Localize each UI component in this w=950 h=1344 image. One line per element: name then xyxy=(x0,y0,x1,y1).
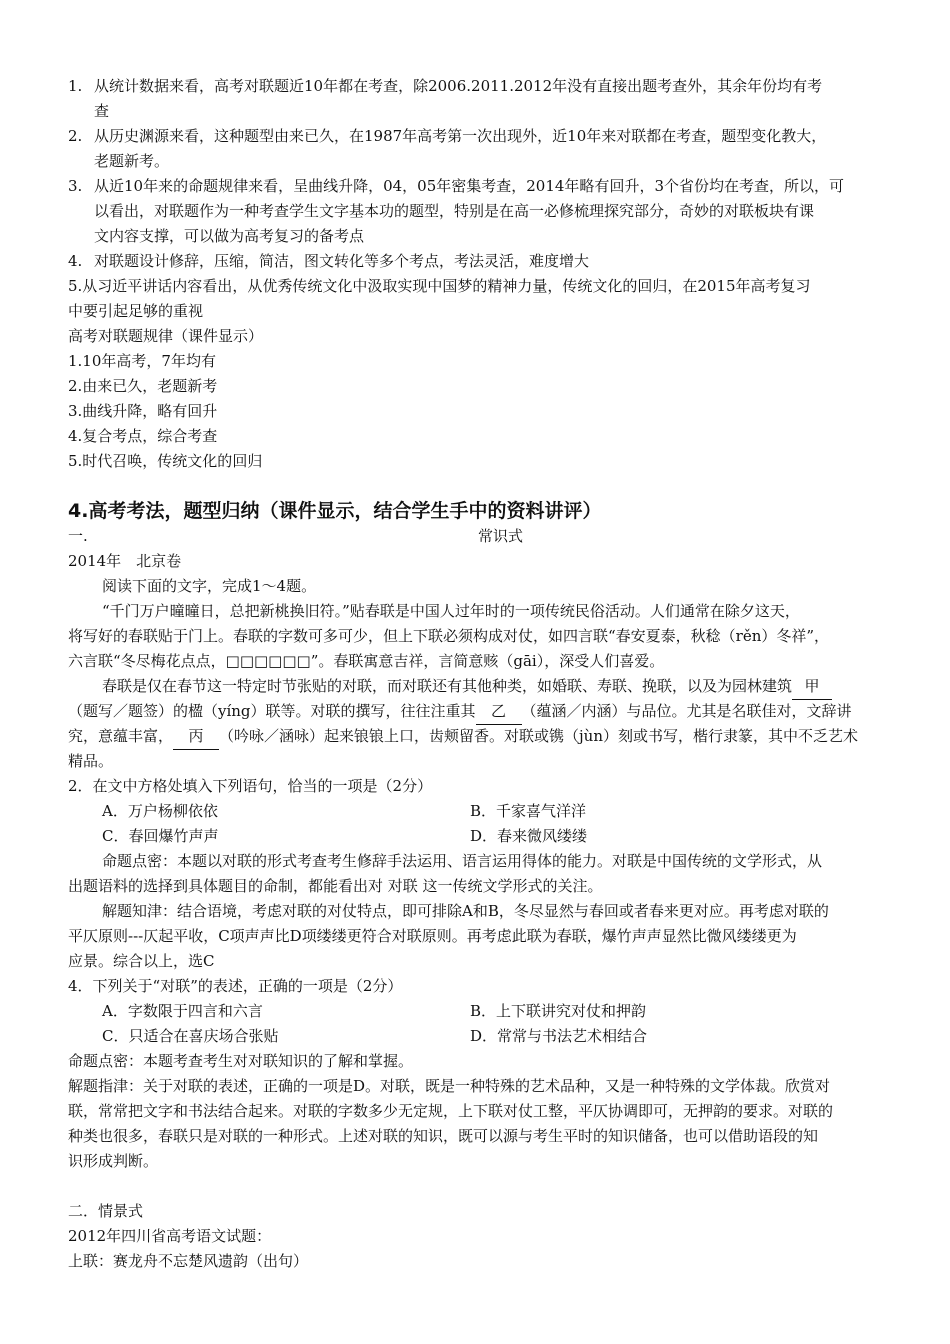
q2-analysis: 命题点密：本题以对联的形式考查考生修辞手法运用、语言运用得体的能力。对联是中国传统的文学形式，从 xyxy=(102,852,823,870)
list-item-3-cont-b: 文内容支撑，可以做为高考复习的备考点 xyxy=(94,227,365,245)
question-2-options-row2 xyxy=(68,824,918,849)
list-item-1: 1. 从统计数据来看，高考对联题近10年都在考查，除2006.2011.2012年没有直接出题考查外，其余年份均有考 xyxy=(68,77,823,95)
rule-item: 3.曲线升降，略有回升 xyxy=(68,402,218,420)
passage-para1-cont: 六言联“冬尽梅花点点，□□□□□□”。春联寓意吉祥，言简意赅（gāi），深受人们喜爱。 xyxy=(68,652,665,670)
rules-title: 高考对联题规律（课件显示） xyxy=(68,327,264,345)
passage-para1: “千门万户曈曈日，总把新桃换旧符。”贴春联是中国人过年时的一项传统民俗活动。人们通常在除夕这天， xyxy=(102,602,800,620)
passage-para2: 春联是仅在春节这一特定时节张贴的对联，而对联还有其他种类，如婚联、寿联、挽联，以及为园林建筑 甲 xyxy=(68,674,918,700)
q4-analysis: 命题点密：本题考查考生对对联知识的了解和掌握。 xyxy=(68,1052,414,1070)
option-a: A．万户杨柳依依 xyxy=(102,802,218,820)
part1-title: 常识式 xyxy=(478,527,524,545)
option-c: C．只适合在喜庆场合张贴 xyxy=(102,1027,279,1045)
q2-solution-cont: 应景。综合以上，选C xyxy=(68,952,215,970)
q2-solution: 解题知津：结合语境，考虑对联的对仗特点，即可排除A和B，冬尽显然与春回或者春来更对应。再考虑对联的 xyxy=(102,902,829,920)
blank-a: 甲 xyxy=(792,674,832,700)
passage-para2-cont: （题写／题签）的楹（yíng）联等。对联的撰写，往往注重其 乙 （蕴涵／内涵）与品位。尤其是名联佳对，文辞讲 xyxy=(68,699,884,725)
question-4-stem: 4．下列关于“对联”的表述，正确的一项是（2分） xyxy=(68,977,403,995)
rule-item: 5.时代召唤，传统文化的回归 xyxy=(68,452,263,470)
part2-couplet: 上联：赛龙舟不忘楚风遗韵（出句） xyxy=(68,1252,309,1270)
list-item-3: 3. 从近10年来的命题规律来看，呈曲线升降，04，05年密集考查，2014年略有回升，3个省份均在考查，所以，可 xyxy=(68,177,844,195)
q2-solution-cont: 平仄原则---仄起平收，C项声声比D项缕缕更符合对联原则。再考虑此联为春联，爆竹声声显然比微风缕缕更为 xyxy=(68,927,797,945)
list-item-4: 4. 对联题设计修辞，压缩，简洁，图文转化等多个考点，考法灵活，难度增大 xyxy=(68,252,590,270)
passage-para1-cont: 将写好的春联贴于门上。春联的字数可多可少，但上下联必须构成对仗，如四言联“春安夏泰，秋稔（rěn）冬祥”， xyxy=(68,627,830,645)
rule-item: 1.10年高考，7年均有 xyxy=(68,352,216,370)
rule-item: 4.复合考点，综合考查 xyxy=(68,427,218,445)
reading-instruction: 阅读下面的文字，完成1～4题。 xyxy=(102,577,317,595)
option-d: D．常常与书法艺术相结合 xyxy=(470,1027,648,1045)
list-item-5: 5.从习近平讲话内容看出，从优秀传统文化中汲取实现中国梦的精神力量，传统文化的回归，在2015年高考复习 xyxy=(68,277,811,295)
list-item-2: 2. 从历史渊源来看，这种题型由来已久，在1987年高考第一次出现外，近10年来对联都在考查，题型变化教大， xyxy=(68,127,827,145)
option-b: B．上下联讲究对仗和押韵 xyxy=(470,1002,647,1020)
q4-solution: 解题指津：关于对联的表述，正确的一项是D。对联，既是一种特殊的艺术品种，又是一种特殊的文学体裁。欣赏对 xyxy=(68,1077,831,1095)
part1-label: 一. xyxy=(68,527,88,545)
q2-analysis-cont: 出题语料的选择到具体题目的命制，都能看出对 对联 这一传统文学形式的关注。 xyxy=(68,877,603,895)
option-a: A．字数限于四言和六言 xyxy=(102,1002,263,1020)
question-2-options-row1 xyxy=(68,799,918,824)
q4-solution-cont: 种类也很多，春联只是对联的一种形式。上述对联的知识，既可以源与考生平时的知识储备，也可以借助语段的知 xyxy=(68,1127,819,1145)
blank-c: 丙 xyxy=(173,724,219,750)
passage-para2-cont: 究，意蕴丰富， 丙 （吟咏／涵咏）起来锒锒上口，齿颊留香。对联或镌（jùn）刻或书写，楷行隶篆，其中不乏艺术 xyxy=(68,724,884,750)
q4-solution-cont: 识形成判断。 xyxy=(68,1152,159,1170)
option-c: C．春回爆竹声声 xyxy=(102,827,219,845)
exam-source: 2014年 北京卷 xyxy=(68,552,182,570)
list-item-1-cont: 查 xyxy=(94,102,110,120)
question-2-stem: 2．在文中方格处填入下列语句，恰当的一项是（2分） xyxy=(68,777,433,795)
list-item-5-cont: 中要引起足够的重视 xyxy=(68,302,204,320)
option-b: B．千家喜气洋洋 xyxy=(470,802,587,820)
list-item-2-cont: 老题新考。 xyxy=(94,152,170,170)
rule-item: 2.由来已久，老题新考 xyxy=(68,377,218,395)
option-d: D．春来微风缕缕 xyxy=(470,827,588,845)
question-4-options-row2 xyxy=(68,1024,918,1049)
part2-source: 2012年四川省高考语文试题： xyxy=(68,1227,272,1245)
passage-para2-cont: 精品。 xyxy=(68,752,114,770)
list-item-3-cont-a: 以看出，对联题作为一种考查学生文字基本功的题型，特别是在高一必修梳理探究部分，奇妙的对联板块有课 xyxy=(94,202,815,220)
section-heading: 4.高考考法，题型归纳（课件显示，结合学生手中的资料讲评） xyxy=(68,500,602,522)
question-4-options-row1 xyxy=(68,999,918,1024)
blank-b: 乙 xyxy=(476,699,522,725)
part2-title: 二．情景式 xyxy=(68,1202,144,1220)
q4-solution-cont: 联，常常把文字和书法结合起来。对联的字数多少无定规，上下联对仗工整，平仄协调即可，无押韵的要求。对联的 xyxy=(68,1102,834,1120)
